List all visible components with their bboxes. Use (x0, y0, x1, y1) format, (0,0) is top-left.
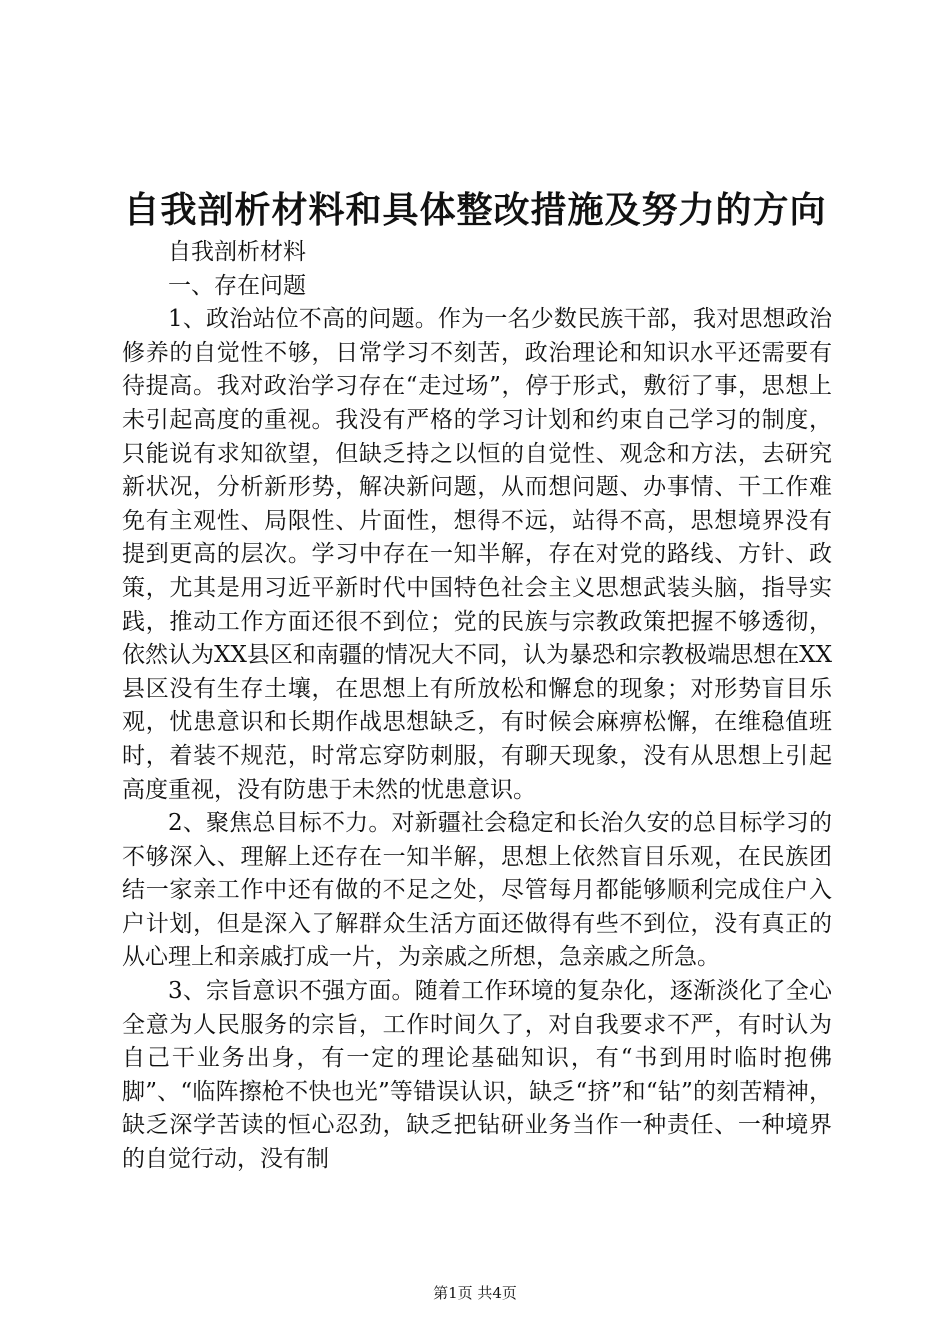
document-body (122, 236, 832, 1177)
body-paragraph: 2、聚焦总目标不力。对新疆社会稳定和长治久安的总目标学习的不够深入、理解上还存在一知半解，思想上依然盲目乐观，在民族团结一家亲工作中还有做的不足之处，尽管每月都能够顺利完成住户入户计划，但是深入了解群众生活方面还做得有些不到位，没有真正的从心理上和亲戚打成一片，为亲戚之所想，急亲戚之所急。 (122, 810, 832, 971)
body-paragraph: 3、宗旨意识不强方面。随着工作环境的复杂化，逐渐淡化了全心全意为人民服务的宗旨，工作时间久了，对自我要求不严，有时认为自己干业务出身，有一定的理论基础知识，有“书到用时临时抱佛脚”、“临阵擦枪不快也光”等错误认识，缺乏“挤”和“钻”的刻苦精神，缺乏深学苦读的恒心忍劲，缺乏把钻研业务当作一种责任、一种境界的自觉行动，没有制 (122, 978, 832, 1173)
page-footer: 第1页 共4页 (433, 1284, 517, 1302)
body-paragraph: 1、政治站位不高的问题。作为一名少数民族干部，我对思想政治修养的自觉性不够，日常学习不刻苦，政治理论和知识水平还需要有待提高。我对政治学习存在“走过场”，停于形式，敷衍了事，思想上未引起高度的重视。我没有严格的学习计划和约束自己学习的制度，只能说有求知欲望，但缺乏持之以恒的自觉性、观念和方法，去研究新状况，分析新形势，解决新问题，从而想问题、办事情、干工作难免有主观性、局限性、片面性，想得不远，站得不高，思想境界没有提到更高的层次。学习中存在一知半解，存在对党的路线、方针、政策，尤其是用习近平新时代中国特色社会主义思想武装头脑，指导实践，推动工作方面还很不到位；党的民族与宗教政策把握不够透彻，依然认为XX县区和南疆的情况大不同，认为暴恐和宗教极端思想在XX县区没有生存土壤，在思想上有所放松和懈怠的现象；对形势盲目乐观，忧患意识和长期作战思想缺乏，有时候会麻痹松懈，在维稳值班时，着装不规范，时常忘穿防刺服，有聊天现象，没有从思想上引起高度重视，没有防患于未然的忧患意识。 (122, 306, 832, 803)
section-heading: 自我剖析材料 (168, 239, 306, 265)
subsection-heading: 一、存在问题 (168, 272, 306, 299)
document-title: 自我剖析材料和具体整改措施及努力的方向 (123, 189, 827, 231)
